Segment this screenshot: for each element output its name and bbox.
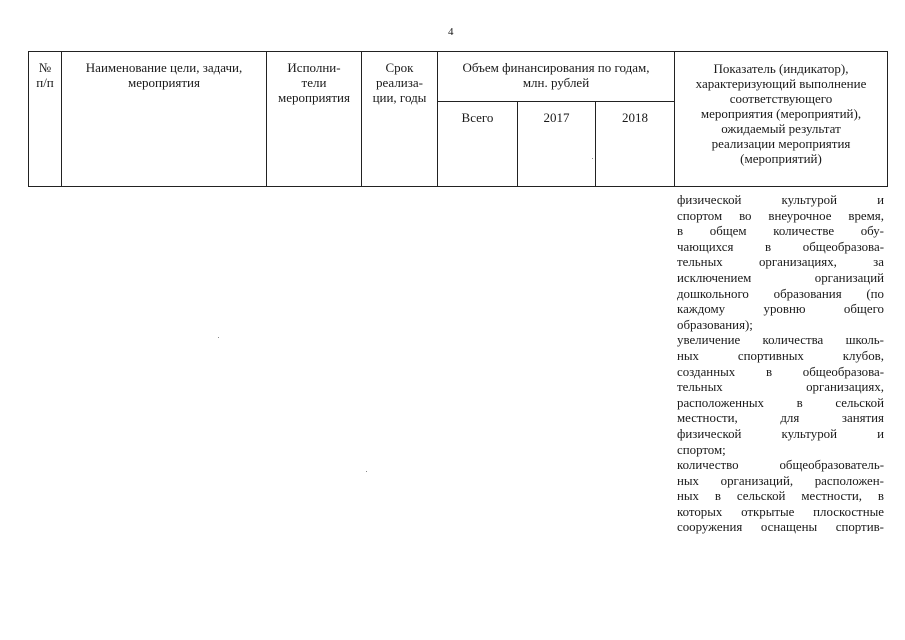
indicator-text-line: дошкольного образования (по xyxy=(677,286,884,301)
header-cell-executors xyxy=(267,52,362,187)
header-cell-year-2017: 2017 xyxy=(518,102,596,187)
indicator-text-line: в общем количестве обу- xyxy=(677,224,884,239)
header-indicator-line: реализации мероприятия xyxy=(711,136,851,151)
table-bottom-line xyxy=(28,186,887,187)
header-indicator-line: соответствующего xyxy=(729,91,833,106)
indicator-text-line: тельных организациях, xyxy=(677,380,884,395)
indicator-text-line: физической культурой и xyxy=(677,426,884,441)
page-number: 4 xyxy=(448,26,454,38)
header-funding-line: млн. рублей xyxy=(522,75,590,90)
header-cell-year-2018: 2018 xyxy=(596,102,675,187)
indicator-text-line: исключением организаций xyxy=(677,270,884,285)
header-indicator-line: (мероприятий) xyxy=(740,151,822,166)
header-name-line: Наименование цели, задачи, xyxy=(85,60,243,75)
header-name-line: мероприятия xyxy=(127,75,200,90)
indicator-text-line: увеличение количества школь- xyxy=(677,333,884,348)
indicator-text-line: образования); xyxy=(677,317,753,332)
indicator-text-line: созданных в общеобразова- xyxy=(677,364,884,379)
header-number-line: № xyxy=(38,60,52,75)
header-term-line: реализа- xyxy=(376,75,423,90)
header-cell-number xyxy=(29,52,62,187)
indicator-text-block xyxy=(677,193,884,536)
indicator-text-line: расположенных в сельской xyxy=(677,395,884,410)
scan-speck xyxy=(218,337,219,338)
indicator-text-line: спортом; xyxy=(677,442,726,457)
indicator-text-line: каждому уровню общего xyxy=(677,302,884,317)
indicator-text-line: ных спортивных клубов, xyxy=(677,348,884,363)
header-executors-line: Исполни- xyxy=(287,60,341,75)
header-cell-term xyxy=(362,52,438,187)
indicator-text-line: ных в сельской местности, в xyxy=(677,489,884,504)
header-number-line: п/п xyxy=(36,75,54,90)
indicator-text-line: чающихся в общеобразова- xyxy=(677,239,884,254)
header-funding-line: Объем финансирования по годам, xyxy=(462,60,650,75)
header-term-line: ции, годы xyxy=(372,90,427,105)
header-cell-total: Всего xyxy=(438,102,518,187)
indicator-text-line: сооружения оснащены спортив- xyxy=(677,520,884,535)
header-indicator-line: ожидаемый результат xyxy=(721,121,841,136)
header-cell-funding xyxy=(438,52,675,102)
scan-speck xyxy=(592,158,593,159)
indicator-text-line: ных организаций, расположен- xyxy=(677,473,884,488)
header-indicator-line: характеризующий выполнение xyxy=(695,76,867,91)
indicator-text-line: которых открытые плоскостные xyxy=(677,504,884,519)
header-cell-indicator xyxy=(675,52,888,187)
header-cell-name xyxy=(62,52,267,187)
indicator-text-line: тельных организациях, за xyxy=(677,255,884,270)
table-header xyxy=(28,51,888,187)
header-indicator-line: Показатель (индикатор), xyxy=(713,61,849,76)
indicator-text-line: количество общеобразователь- xyxy=(677,458,884,473)
scan-speck xyxy=(366,471,367,472)
header-executors-line: тели xyxy=(301,75,327,90)
indicator-text-line: физической культурой и xyxy=(677,193,884,207)
indicator-text-line: спортом во внеурочное время, xyxy=(677,208,884,223)
indicator-text-line: местности, для занятия xyxy=(677,411,884,426)
header-indicator-line: мероприятия (мероприятий), xyxy=(700,106,862,121)
header-executors-line: мероприятия xyxy=(277,90,350,105)
header-term-line: Срок xyxy=(385,60,414,75)
